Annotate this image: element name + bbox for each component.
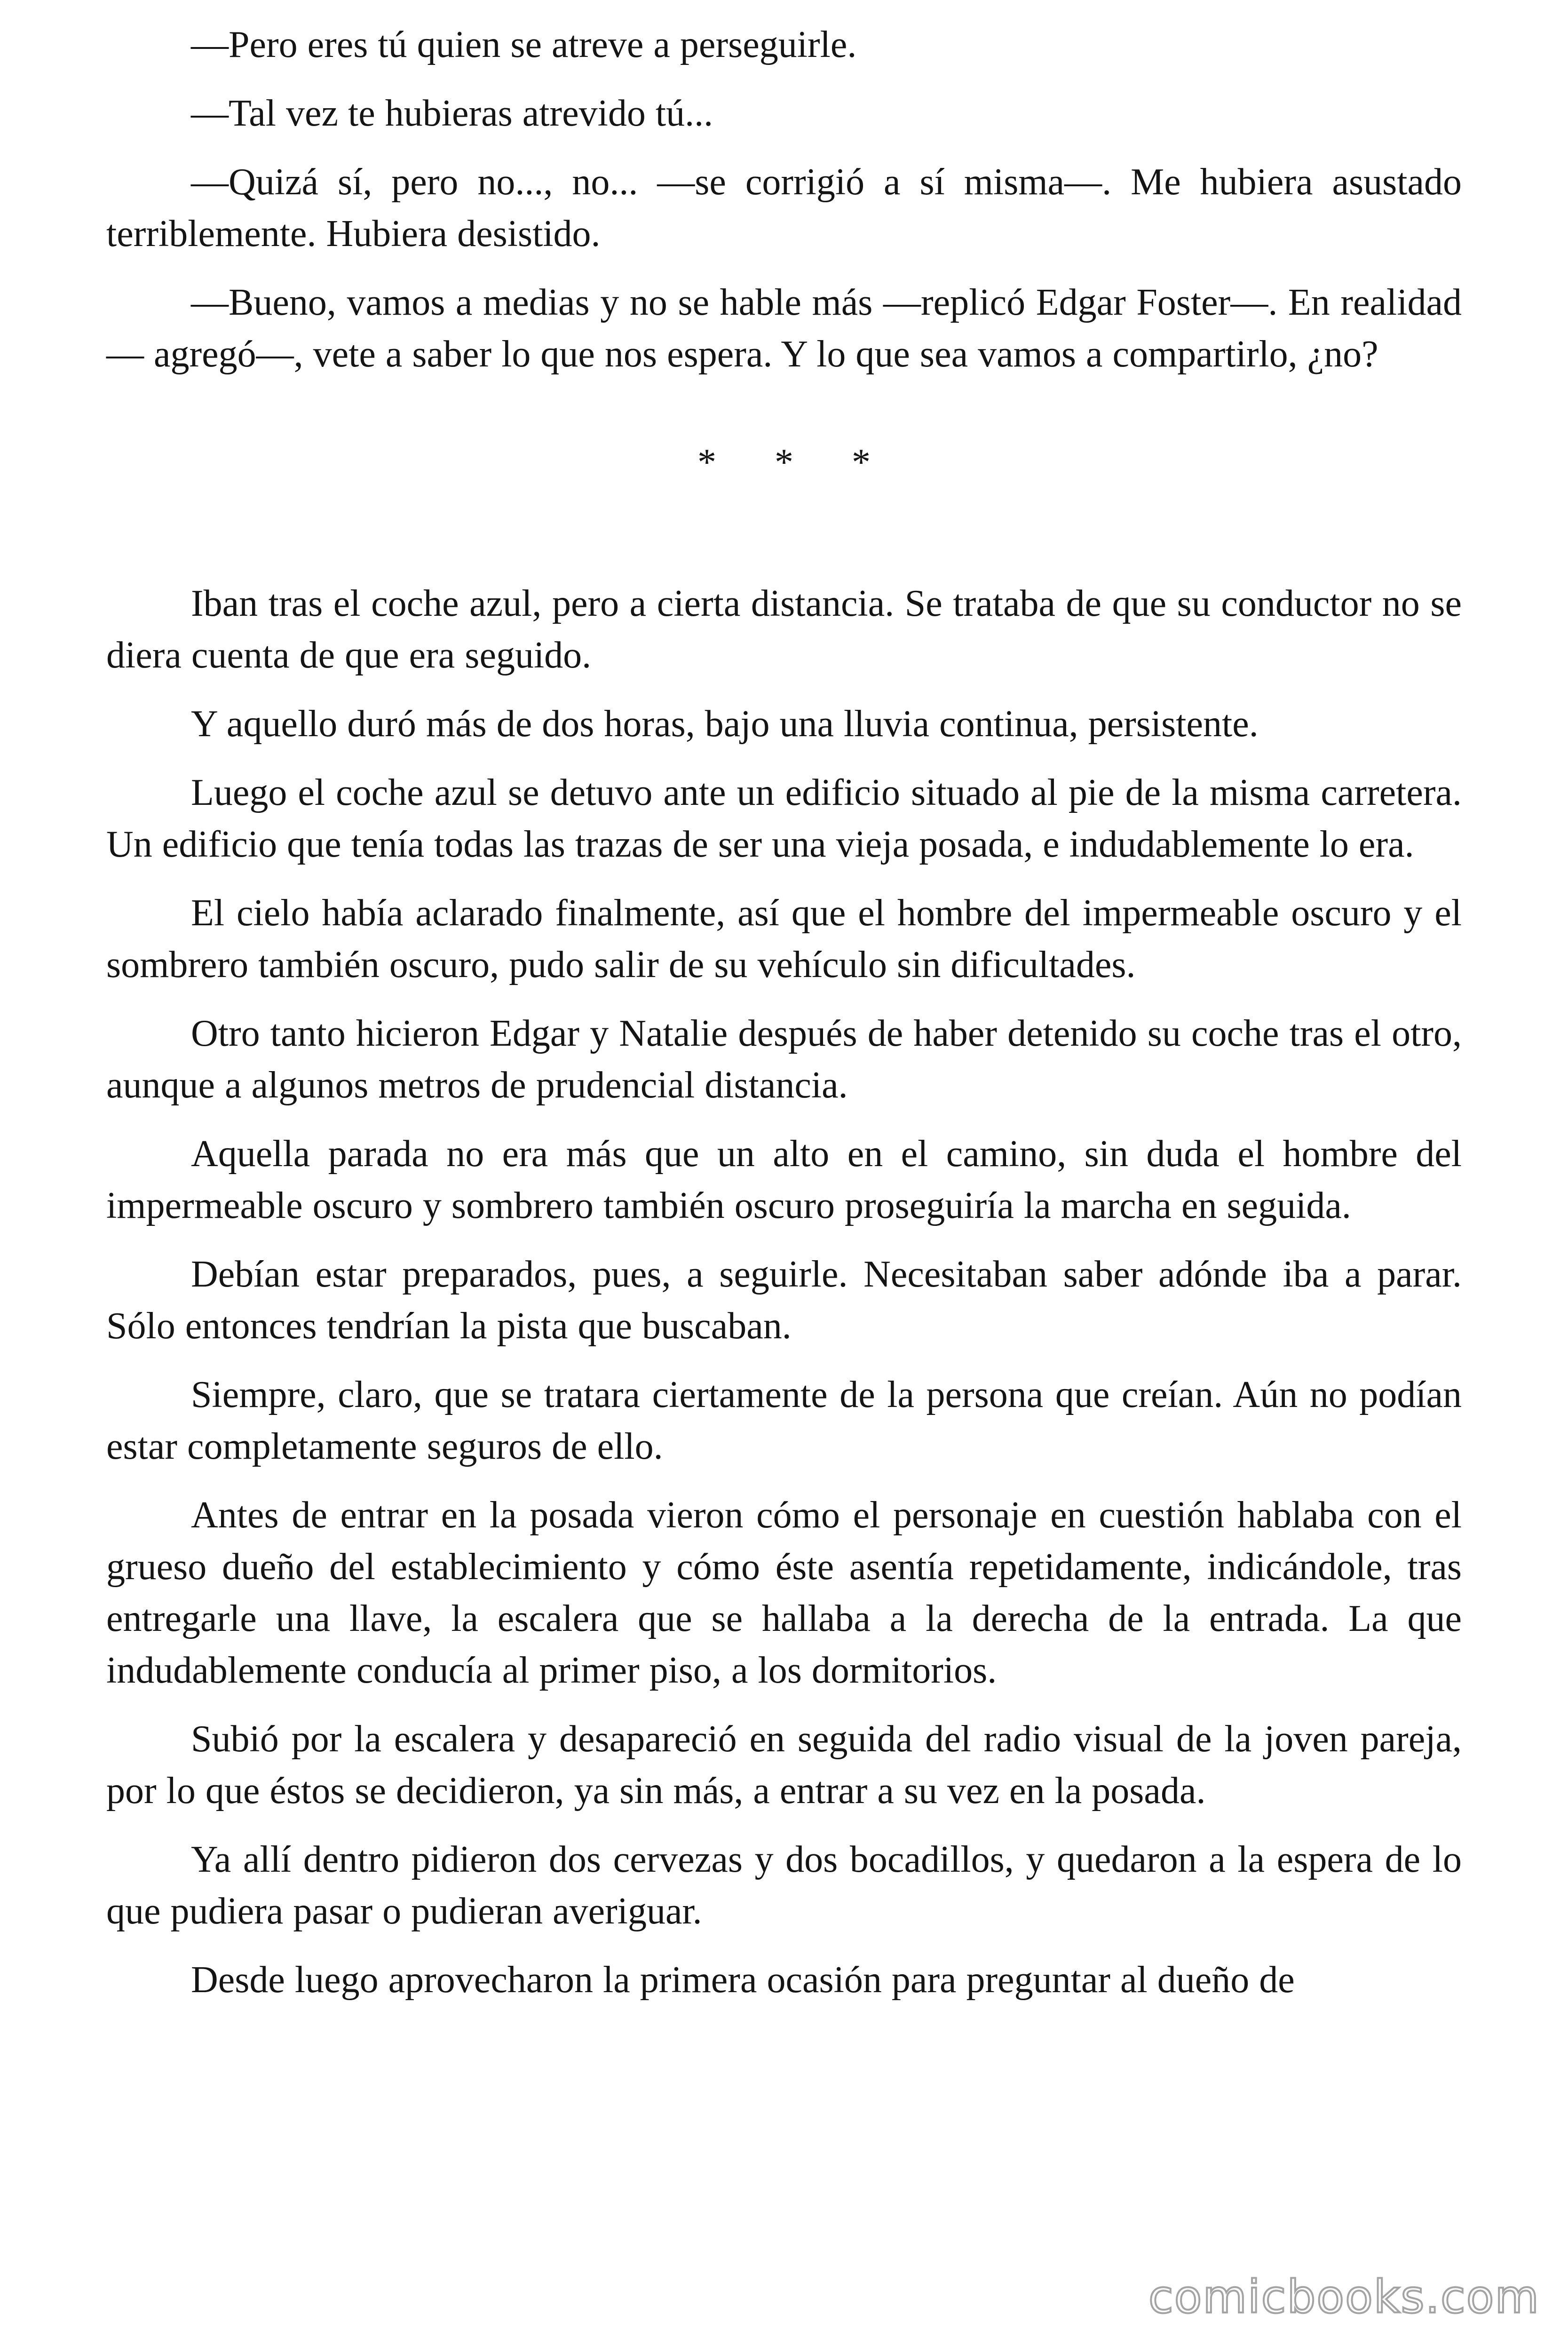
dialogue-paragraph: —Quizá sí, pero no..., no... —se corrigió a sí misma—. Me hubiera asustado terriblemente. Hubiera desistido. <box>106 161 1462 254</box>
body-paragraph: Antes de entrar en la posada vieron cómo el personaje en cuestión hablaba con el grueso dueño del establecimiento y cómo éste asentía repetidamente, indicándole, tras entregarle una llave, la escalera que se hallaba a la derecha de la entrada. La que indudablemente conducía al primer piso, a los dormitorios. <box>106 1494 1462 1691</box>
watermark-logo: comicbooks.com <box>1148 2271 1540 2323</box>
body-paragraph: Debían estar preparados, pues, a seguirle. Necesitaban saber adónde iba a parar. Sólo entonces tendrían la pista que buscaban. <box>106 1254 1462 1347</box>
body-paragraph: Aquella parada no era más que un alto en el camino, sin duda el hombre del impermeable oscuro y sombrero también oscuro proseguiría la marcha en seguida. <box>106 1133 1462 1226</box>
dialogue-paragraph: —Pero eres tú quien se atreve a perseguirle. <box>191 24 857 65</box>
body-paragraph: Luego el coche azul se detuvo ante un edificio situado al pie de la misma carretera. Un edificio que tenía todas las trazas de ser una vieja posada, e indudablemente lo era. <box>106 772 1462 865</box>
body-paragraph: Subió por la escalera y desapareció en seguida del radio visual de la joven pareja, por lo que éstos se decidieron, ya sin más, a entrar a su vez en la posada. <box>106 1718 1462 1812</box>
body-paragraph: Y aquello duró más de dos horas, bajo una lluvia continua, persistente. <box>191 703 1259 745</box>
dialogue-paragraph: —Tal vez te hubieras atrevido tú... <box>191 93 713 134</box>
section-separator: * * * <box>697 442 895 483</box>
body-paragraph-truncated: Desde luego aprovecharon la primera ocasión para preguntar al dueño de <box>191 1959 1295 2001</box>
body-paragraph: Otro tanto hicieron Edgar y Natalie después de haber detenido su coche tras el otro, aunque a algunos metros de prudencial distancia. <box>106 1013 1462 1106</box>
body-paragraph: El cielo había aclarado finalmente, así que el hombre del impermeable oscuro y el sombrero también oscuro, pudo salir de su vehículo sin dificultades. <box>106 892 1462 985</box>
body-paragraph: Ya allí dentro pidieron dos cervezas y dos bocadillos, y quedaron a la espera de lo que pudiera pasar o pudieran averiguar. <box>106 1839 1462 1932</box>
body-paragraph: Iban tras el coche azul, pero a cierta distancia. Se trataba de que su conductor no se diera cuenta de que era seguido. <box>106 583 1462 676</box>
dialogue-paragraph: —Bueno, vamos a medias y no se hable más —replicó Edgar Foster—. En realidad — agregó—, vete a saber lo que nos espera. Y lo que sea vamos a compartirlo, ¿no? <box>106 282 1462 375</box>
body-paragraph: Siempre, claro, que se tratara ciertamente de la persona que creían. Aún no podían estar completamente seguros de ello. <box>106 1374 1462 1467</box>
